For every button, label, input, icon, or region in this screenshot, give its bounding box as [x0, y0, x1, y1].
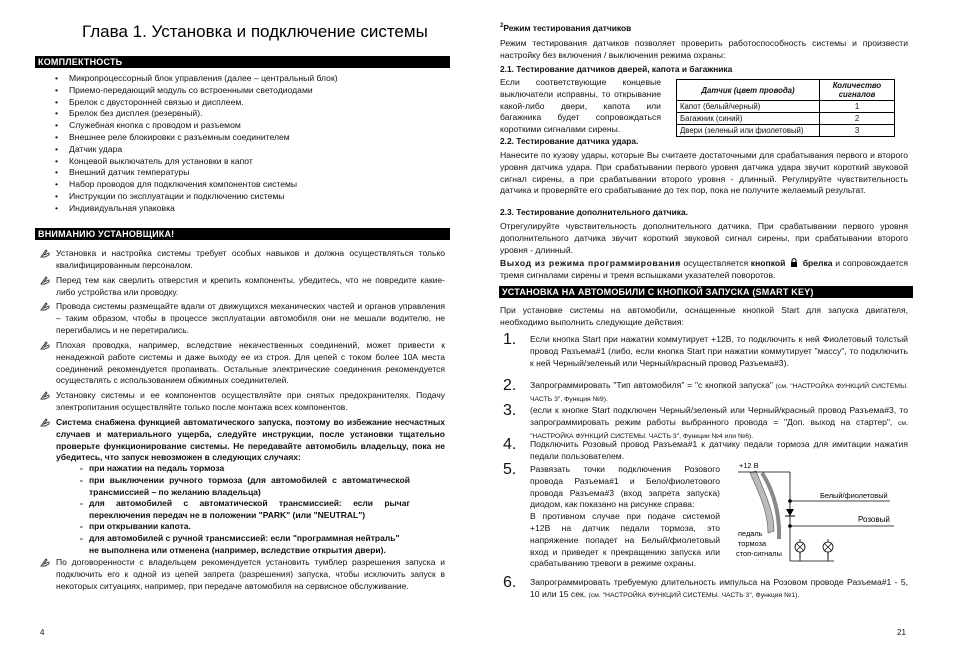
section-2-2-title: 2.2. Тестирование датчика удара.: [500, 136, 639, 146]
pointing-hand-icon: [39, 301, 51, 313]
list-item: • Брелок без дисплея (резервный).: [55, 108, 338, 120]
list-item: • Внешнее реле блокировки с разъемным соединителем: [55, 132, 338, 144]
chapter-title: Глава 1. Установка и подключение системы: [82, 22, 428, 41]
label-pedal: педаль: [738, 529, 763, 538]
condition-item: - для автомобилей с автоматической трансмиссией: если рычаг переключения передач не в положении "PARK" (или "NEUTRAL"): [80, 498, 410, 520]
warning-text: Установка и настройка системы требует особых навыков и должна осуществляться только квалифицированным персоналом.: [56, 248, 445, 270]
list-item: • Брелок с двусторонней связью и дисплеем.: [55, 97, 338, 109]
list-item: • Индивидуальная упаковка: [55, 203, 338, 215]
section-2-1-title: 2.1. Тестирование датчиков дверей, капота и багажника: [500, 64, 733, 74]
table-header: Количество сигналов: [820, 80, 895, 101]
wiring-diagram-drawing: [734, 461, 904, 587]
table-row: [677, 113, 895, 125]
warning-paragraph: [56, 248, 445, 272]
warning-paragraph: [56, 340, 445, 387]
junction-dot: [788, 499, 792, 503]
attention-header: ВНИМАНИЮ УСТАНОВЩИКА!: [35, 228, 450, 240]
lock-icon: [790, 258, 798, 267]
list-item: • Приемо-передающий модуль со встроенными светодиодами: [55, 85, 338, 97]
pointing-hand-icon: [39, 248, 51, 260]
pointing-hand-icon: [39, 275, 51, 287]
warning-paragraph: [56, 557, 445, 592]
warning-text: Плохая проводка, например, вследствие некачественных соединений, может привести к ненадежной работе системы и даже выходу ее из строя. Для цепей с током более 10А места соединений рекомендуется пропаивать. Остальные электрические соединения рекомендуется осуществлять с использованием обжимных соединителей.: [56, 340, 445, 386]
table-cell: Двери (зеленый или фиолетовый): [677, 125, 820, 137]
junction-dot: [788, 524, 792, 528]
warning-text: По договоренности с владельцем рекомендуется установить тумблер разрешения запуска и подключить его к одной из цепей запрета (разрешения) запуска, чтобы исключить запуск в некоторых ситуациях, например, при передаче автомобиля на сервисное обслуживание.: [56, 557, 445, 591]
sensor-table: [676, 79, 895, 137]
section-2-1-text: Если соответствующие концевые выключатели исправны, то открывание какой-либо двери, капота или багажника будет сопровождаться короткими сигналами сирены.: [500, 77, 661, 135]
table-cell: 2: [820, 113, 895, 125]
smart-key-intro: При установке системы на автомобили, оснащенные кнопкой Start для запуска двигателя, необходимо выполнить следующие действия:: [500, 305, 908, 327]
test-mode-text: Режим тестирования датчиков позволяет проверить работоспособность системы и произвести настройку без включения / выключения режима охраны:: [500, 38, 908, 60]
table-cell: 3: [820, 125, 895, 137]
table-cell: 1: [820, 101, 895, 113]
page-number: 21: [897, 628, 906, 637]
list-item: • Внешний датчик температуры: [55, 167, 338, 179]
table-row: [677, 125, 895, 137]
kit-header: КОМПЛЕКТНОСТЬ: [35, 56, 450, 68]
label-pink: Розовый: [858, 515, 890, 524]
warning-text: Установку системы и ее компонентов осуществляйте при снятых предохранителях. Подачу электропитания осуществляйте только после монтажа всех компонентов.: [56, 390, 445, 412]
condition-item: - для автомобилей с ручной трансмиссией: если "программная нейтраль" не выполнена или отменена (например, вследствие открытия двери).: [80, 533, 400, 555]
list-item: • Набор проводов для подключения компонентов системы: [55, 179, 338, 191]
warning-text: Перед тем как сверлить отверстия и крепить компоненты, убедитесь, что не повредите какие-либо устройства или проводку.: [56, 275, 445, 297]
table-cell: Багажник (синий): [677, 113, 820, 125]
warning-text: Система снабжена функцией автоматического запуска, поэтому во избежание несчастных случаев и материального ущерба, следуйте инструкции, после установки тщательно проверьте функционирование системы. Не передавайте автомобиль владельцу, пока не убедитесь, что запуск невозможен в следующих случаях:: [56, 417, 445, 463]
warning-paragraph: [56, 417, 445, 464]
diode-icon: [786, 509, 794, 516]
label-brake: тормоза: [738, 539, 767, 548]
warning-paragraph: [56, 301, 445, 336]
condition-item: - при открывании капота.: [80, 521, 191, 531]
warning-paragraph: [56, 390, 445, 414]
label-stop-signals: стоп-сигналы: [736, 549, 782, 558]
section-2-3-title: 2.3. Тестирование дополнительного датчика.: [500, 207, 688, 217]
list-item: • Датчик удара: [55, 144, 338, 156]
condition-item: - при выключении ручного тормоза (для автомобилей с автоматической трансмиссией – по желанию владельца): [80, 475, 410, 497]
brake-pedal-shape: [750, 471, 774, 533]
right-page: $^2$Режим тестирования датчиков Режим тестирования датчиков позволяет проверить работоспособность системы и произвести настройку без включения / выключения режима охраны: 2.1. Тестирование датчиков дверей, капота и багажника Если соответствующие концевые выключатели исправны, то открывание какой-либо двери, капота или багажника будет сопровождаться короткими сигналами сирены. Датчик (цвет провода) Количество сигналов Капот (белый/черный) 1 Багажник (синий) 2 Двери (зеленый или фиолетовый) 3 2.2. Тестирование датчика удара. Нанесите по кузову удары, которые Вы считаете достаточными для срабатывания первого и второго уровня датчика удара. При срабатывании первого уровня датчика удара звучит короткий звуковой сигнал сирены, а при срабатывании второго уровня - длинный. Регулируйте чувствительность датчика и проверяйте его срабатывание до тех пор, пока не получите желаемый результат. 2.3. Тестирование дополнительного датчика. Отрегулируйте чувствительность дополнительного датчика. При срабатывании первого уровня дополнительного датчика звучит короткий звуковой сигнал сирены, при срабатывании второго уровня - длинный. Выход из режима программирования осуществляется кнопкой брелка и сопровождается тремя сигналами сирены и тремя вспышками указателей поворотов. УСТАНОВКА НА АВТОМОБИЛИ С КНОПКОЙ ЗАПУСКА (SMART KEY) При установке системы на автомобили, оснащенные кнопкой Start для запуска двигателя, необходимо выполнить следующие действия: 1. Если кнопка Start при нажатии коммутирует +12В, то подключить к ней Фиолетовый толстый провод Разъема#1 (либо, если кнопка Start при нажатии коммутирует "массу", то подключить к ней Черный/зеленый или Черный/красный провод Разъема#3). 2. Запрограммировать "Тип автомобиля" = "с кнопкой запуска" (см. "НАСТРОЙКА ФУНКЦИЙ СИСТЕМЫ. ЧАСТЬ 3", Функция №9). 3. (если к кнопке Start подключен Черный/зеленый или Черный/красный провод Разъема#3, то запрограммировать режим работы выбранного провода = "Доп. выход на стартер", см. "НАСТРОЙКА ФУНКЦИЙ СИСТЕМЫ. ЧАСТЬ 3", Функции №4 или №6). 4. Подключить Розовый провод Разъема#1 к датчику педали тормоза для имитации нажатия педали пользователем. 5. Развязать точки подключения Розового провода Разъема#1 и Бело/фиолетового провода Разъема#3 (вход запрета запуска) диодом, как показано на рисунке справа: В противном случае при подаче системой +12В на датчик педали тормоза, это напряжение попадет на Белый/фиолетовый вход и приведет к прекращению запуска или срабатыванию тревоги в режиме охраны. 6. Запрограммировать требуемую длительность импульса на Розовом проводе Разъема#1 - 5, 10 или 15 сек. (см. "НАСТРОЙКА ФУНКЦИЙ СИСТЕМЫ. ЧАСТЬ 3", Функция №1). 21: [477, 0, 954, 661]
pointing-hand-icon: [39, 557, 51, 569]
test-mode-title: $^2$Режим тестирования датчиков: [500, 23, 632, 33]
warning-text: Провода системы размещайте вдали от движущихся механических частей и органов управления – таким образом, чтобы в процессе эксплуатации автомобиля они не мешали водителю, не перегибались и не перетирались.: [56, 301, 445, 335]
pointing-hand-icon: [39, 390, 51, 402]
smart-key-header: УСТАНОВКА НА АВТОМОБИЛИ С КНОПКОЙ ЗАПУСКА (SMART KEY): [499, 286, 913, 298]
wiring-diagram: [734, 461, 904, 587]
table-row: [677, 101, 895, 113]
warning-paragraph: [56, 275, 445, 299]
section-2-3-text: Отрегулируйте чувствительность дополнительного датчика. При срабатывании первого уровня дополнительного датчика звучит короткий звуковой сигнал сирены, при срабатывании второго уровня - длинный.: [500, 221, 908, 255]
table-cell: Капот (белый/черный): [677, 101, 820, 113]
list-item: • Микропроцессорный блок управления (далее – центральный блок): [55, 73, 338, 85]
page-number: 4: [40, 628, 45, 637]
footnote-mark: 2: [500, 23, 504, 30]
pointing-hand-icon: [39, 417, 51, 429]
list-item: • Служебная кнопка с проводом и разъемом: [55, 120, 338, 132]
pointing-hand-icon: [39, 340, 51, 352]
exit-programming-text: Выход из режима программирования осуществляется кнопкой брелка и сопровождается тремя сигналами сирены и тремя вспышками указателей поворотов.: [500, 258, 909, 280]
table-header: Датчик (цвет провода): [677, 80, 820, 101]
kit-list: [55, 73, 338, 215]
list-item: • Концевой выключатель для установки в капот: [55, 156, 338, 168]
label-plus-12v: +12 В: [739, 461, 759, 470]
condition-item: - при нажатии на педаль тормоза: [80, 463, 225, 473]
table-header-row: [677, 80, 895, 101]
list-item: • Инструкции по эксплуатации и подключению системы: [55, 191, 338, 203]
section-2-2-text: Нанесите по кузову удары, которые Вы считаете достаточными для срабатывания первого и второго уровня датчика удара. При срабатывании первого уровня датчика удара звучит короткий звуковой сигнал сирены, а при срабатывании второго уровня - длинный. Регулируйте чувствительность датчика и проверяйте его срабатывание до тех пор, пока не получите желаемый результат.: [500, 150, 908, 196]
label-white-violet: Белый/фиолетовый: [820, 491, 888, 500]
